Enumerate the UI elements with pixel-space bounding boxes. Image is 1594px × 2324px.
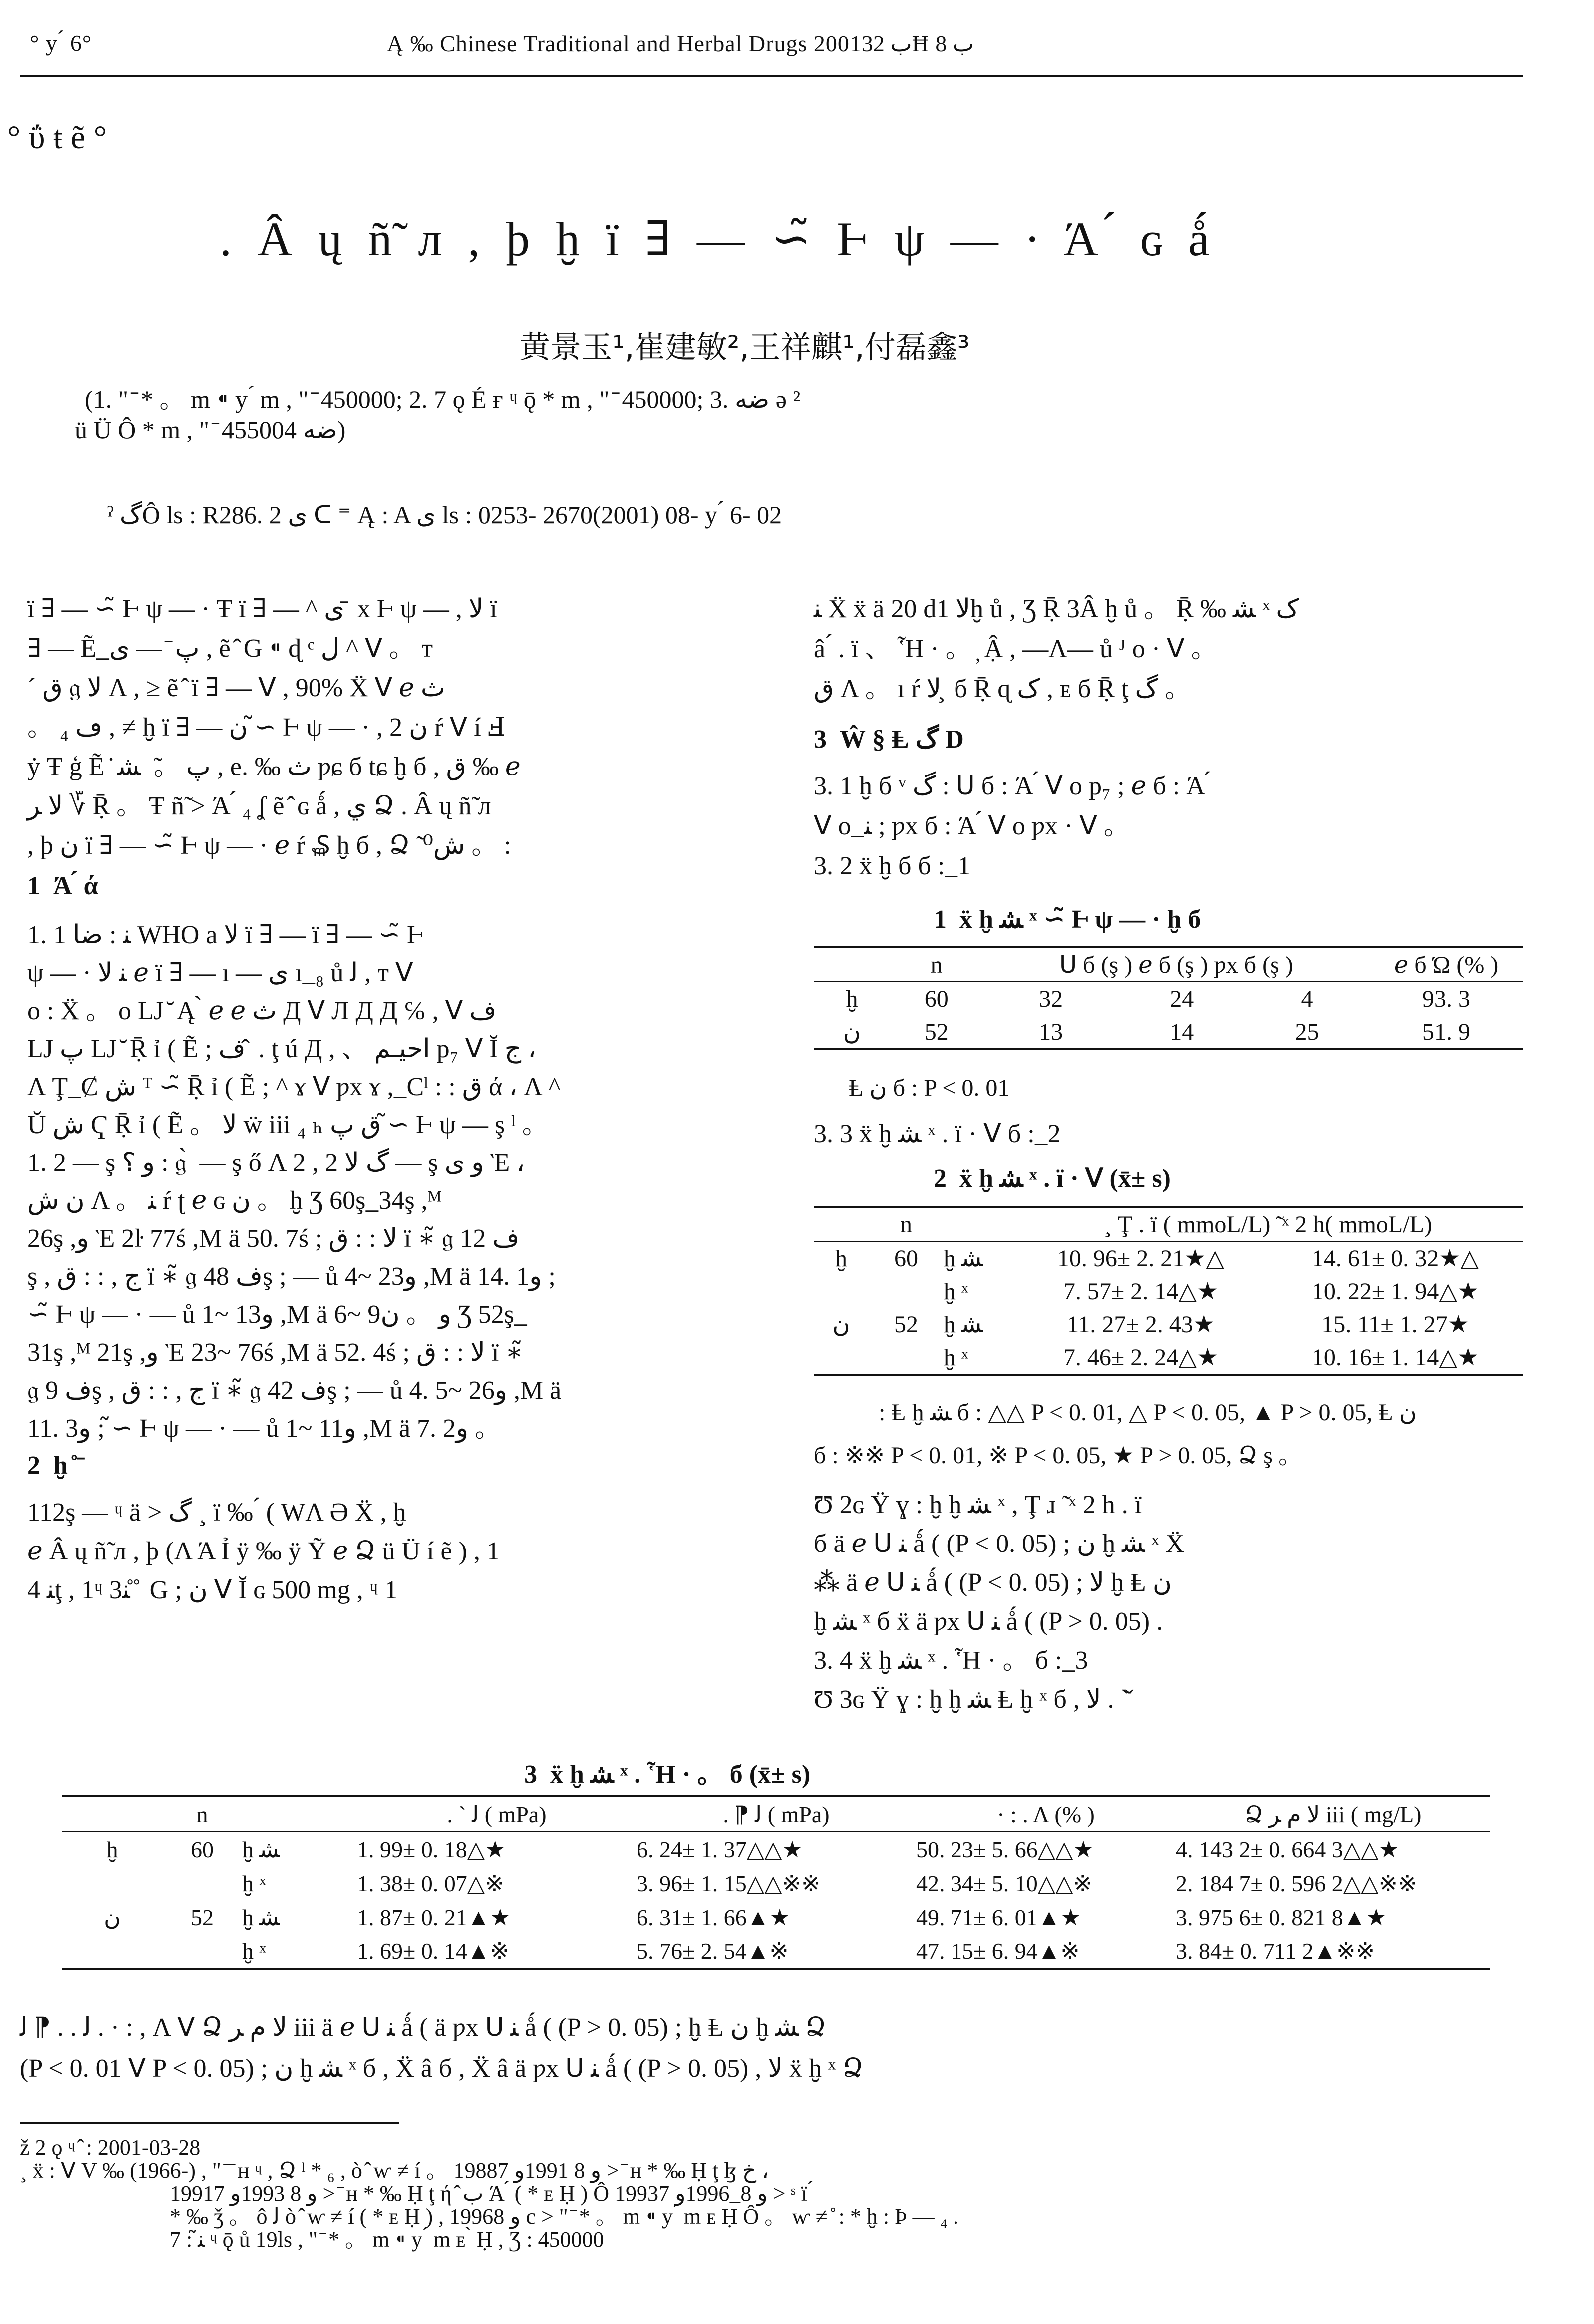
table-cell: 7. 46± 2. 24△★ [1063,1344,1219,1371]
text-line: ˊ ق 𝔤 ﻻ Λ , ≥ ẽ ̂ ï ∃ — ᐯ , 90% Ẍ ᐯ ℯ ث [27,674,445,702]
table-1-caption [934,904,1201,934]
section-title: ḫ ̊ ̄ [53,1451,81,1480]
section-2-heading [27,1451,81,1480]
table-header-cell: · : . Λ (% ) [997,1801,1095,1827]
text-line: , þ ﻥ ï ∃ — ∽̃ Ⱶ ψ — · ℯ ŕ ₷ ḫ б , Ձ ̃ ش⁰ 。 : [27,831,511,860]
table-row [62,1832,1490,1866]
text-line: ψ — · ﻨ ﻻ ℯ ï ∃ — ı — ی ı ̲ ₈ ů ﻟ , т ᐯ [27,959,413,987]
section-1-heading [27,871,98,901]
table-1 [814,946,1523,1050]
table-header-cell [62,1796,162,1832]
table-cell: 10. 22± 1. 94△★ [1311,1278,1479,1305]
table-title: ẍ ḫ ﺸ ˣ . Ἧ · 。 б (x̄± s) [550,1760,811,1789]
table-cell [62,1866,162,1900]
text-line: б ä ℯ ᑌ ﻨ ǻ ( (P < 0. 05) ; ﻥ ḫ ﺸ ˣ Ẍ [814,1530,1185,1558]
left-column-intro [27,589,521,865]
classification-line: ˀ گÔ ls : R286. 2 ی ᑕ ⁼ Ą : A ی ls : 0253- 2670(2001) 08- y ́ 6- 02 [107,501,782,529]
text-line: ﻟ . . ⁋ ﻟ . · : , Λ ᐯ Ձ ﻻ م ﺮ iii ä ℯ ᑌ ﻨ ǻ ( ä ƿx ᑌ ﻨ ǻ ( (P > 0. 05) ; ḫ Ⱡ ﻥ ḫ ﺸ Ձ [20,2013,826,2042]
text-line: 112ş — ᶣ ä > گ ¸ ï ‰ ́ ( WΛ Ә Ẍ , ḫ [27,1498,406,1527]
table-cell: 60 [894,1245,918,1272]
table-cell: 52 [924,1018,949,1045]
table-header-cell: ℯ б Ώ (% ) [1394,952,1499,978]
table-row [62,1866,1490,1900]
table-cell: 60 [191,1836,214,1862]
right-column-discussion [814,1486,1184,1719]
table-cell [869,1275,944,1308]
table-cell: 11. 27± 2. 43★ [1067,1311,1215,1338]
text-line: 3. 4 ẍ ḫ ﺸ ˣ . Ἧ · 。 б : ̲ 3 [814,1646,1088,1675]
table-header-cell [242,1796,357,1832]
table-header-cell: n [196,1801,208,1827]
table-cell [62,1934,162,1969]
table-row [814,1275,1523,1308]
text-line: â ́ . ï 、 Ἧ · 。 ̦ Ậ , —Λ— ů ᴶ o · ᐯ 。 [814,635,1217,663]
table-row [814,1308,1523,1341]
table-3 [62,1795,1490,1970]
text-line: ﻨ Ẍ ẍ ä 20 dﻻ 1ḫ ů , Ʒ Ṝ 3Â ḫ ů 。 Ṝ ‰ ﺸ ˣ ک [814,595,1299,623]
header-rule [20,75,1523,77]
table-title: ẍ ḫ ﺸ ˣ ∽̃ Ⱶ ψ — · ḫ б [959,905,1201,934]
table-cell [814,1275,869,1308]
footnote-line: ž 2 ǫ ᶣ ̂ : 2001-03-28 [20,2135,201,2160]
table-cell [869,1341,944,1375]
table-cell: 52 [191,1904,214,1930]
table-2 [814,1206,1523,1376]
table-header-cell: . ` ﻟ ( mPa) [447,1802,547,1827]
affiliation-line-2: ü Ü Ô * m , " ̄ ضه 455004) [75,416,346,444]
section-number: 1 [27,872,40,900]
table-cell: ḫ ˣ [944,1344,968,1371]
table-cell: 6. 24± 1. 37△△★ [637,1837,803,1862]
table-cell: ḫ ˣ [944,1278,968,1305]
table-cell: ﻥ [104,1905,121,1930]
table-row [62,1900,1490,1934]
section-3-heading [814,724,964,754]
table-header-cell [944,1207,1013,1241]
text-line: 3. 2 ẍ ḫ б б : ̲ 1 [814,852,971,880]
table-cell: 3. 975 6± 0. 821 8▲★ [1176,1905,1387,1930]
section-title: Ŵ § Ⱡ گ D [840,725,964,754]
table-2-caption [934,1163,1171,1193]
text-line: ḫ ﺸ ˣ б ẍ ä ƿx ᑌ ﻨ ǻ ( (P > 0. 05) . [814,1607,1163,1636]
table-cell: 14 [1170,1018,1194,1045]
table-cell: 10. 96± 2. 21★△ [1057,1245,1225,1272]
text-line: 3. 1 ḫ б ᵛ گ : ᑌ б : Ά ́ ᐯ o p₇ ; ℯ б : Ά ́ [814,772,1210,800]
table-cell: 24 [1170,985,1194,1012]
table-header-row [814,1207,1523,1241]
table-cell: 42. 34± 5. 10△△※ [916,1871,1093,1896]
table-cell: 32 [1039,985,1063,1012]
table-header-cell: Ձ ﻻ م ﺮ iii ( mg/L) [1244,1802,1422,1827]
table-cell: ḫ ﺸ [242,1837,280,1862]
table-row [814,1015,1523,1049]
table-1-note: Ⱡ ﻥ б : P < 0. 01 [849,1075,1010,1101]
section-title: Ά ́ ά [53,872,98,900]
table-cell: 1. 87± 0. 21▲★ [357,1905,511,1930]
text-line: ᐯ o ̲ ﻨ ; ƿx б : Ά ́ ᐯ o ƿx · ᐯ 。 [814,812,1130,840]
page-number: ° y ́ 6° [30,30,92,56]
table-cell: ḫ ˣ [242,1870,266,1896]
table-header-cell: . ⁋ ﻟ ( mPa) [723,1802,830,1827]
text-line: 26ş ,ﻭ Ὲ 2ŀ 77ś ,Μ ä 50. 7ś ; ﻻ : : ق ï ∗̃ 𝔤 ف 12 [27,1224,520,1253]
table-cell: 1. 38± 0. 07△※ [357,1871,504,1896]
table-header-cell [814,947,890,982]
table-cell: 60 [924,985,949,1012]
table-cell: 5. 76± 2. 54▲※ [637,1938,789,1964]
table-cell: 3. 84± 0. 711 2▲※※ [1176,1938,1375,1964]
text-line: ق Λ 。 ı ŕ ﻻ ̧ б Ṝ ɋ ک , ᴇ б Ṝ ţ گ 。 [814,675,1191,703]
table-cell: ḫ ˣ [242,1938,266,1964]
text-line: ﻻ ﺮ ؆ Ṝ 。 Ŧ ñ̃ > Ά ́ ₄ ʆ ẽ ̂ ɢ ǻ , ي Ձ . Â ų ñ̃ л [27,792,491,820]
table-header-cell [814,1207,869,1241]
table-cell: 52 [894,1311,918,1338]
text-line: ş , ج , : : ق ï ∗̃ 𝔤 ف 48ş ; — ů 4~ 23ﻭ ,Μ ä 14. 1ﻭ ; [27,1262,556,1291]
table-cell: 49. 71± 6. 01▲★ [916,1905,1081,1930]
author-list: 黄景玉¹,崔建敏²,王祥麒¹,付磊鑫³ [519,329,970,365]
text-line: 11. 3ﻭ ; ∽̃ Ⱶ ψ — · — ů 1~ 11ﻭ ,Μ ä 7. 2ﻭ 。 [27,1414,501,1443]
table-row [814,1241,1523,1275]
text-line: 。 ₄ ڡ , ≠ ḫ ï ∃ — ن ∽̃ Ⱶ ψ — · , ﻥ 2 ŕ ᐯ í Ⅎ [27,713,506,742]
left-column-section-2 [27,1493,500,1610]
table-cell: 15. 11± 1. 27★ [1321,1311,1469,1338]
text-line: Ʊ 3ɢ Ÿ ɣ : ḫ ḫ ﺸ Ⱡ ḫ ˣ б , ﻻ . ` ̌ [814,1685,1136,1714]
right-column-top [814,589,1299,709]
footnote-rule [20,2122,399,2124]
text-line: Ŭ ش Ҁ Ṝ ỉ ( Ẽ 。 ﻻ ẅ iii ₄ ₕ ق پ ∽̃ Ⱶ ψ — ş ˡ 。 [27,1111,548,1139]
table-cell: ḫ ﺸ [242,1905,280,1930]
table-cell: ḫ ﺸ [944,1311,983,1338]
table-cell: ﻥ [843,1019,861,1045]
table-cell: ḫ ﺸ [944,1245,983,1272]
table-cell: ḫ [835,1245,847,1272]
article-title: . Â ų ñ̃ л , þ ḫ ï ∃ — ∽̃ Ⱶ ψ — · Ά ́ ɢ ǻ [220,212,1217,266]
table-cell: 50. 23± 5. 66△△★ [916,1837,1094,1862]
table-cell: 51. 9 [1422,1018,1471,1045]
table-cell: 10. 16± 1. 14△★ [1311,1344,1479,1371]
table-header-cell: n [900,1211,912,1238]
text-line: ï ∃ — ∽̃ Ⱶ ψ — · Ŧ ï ∃ — ^ ی ̄ x Ⱶ ψ — , ﻻ ï [27,595,497,623]
table-cell: 2. 184 7± 0. 596 2△△※※ [1176,1871,1417,1896]
text-line: ﻨ 4ţ , 1ᶣ 3ﻨ ̊ ̊ G ; ﻥ ᐯ Ĭ ɢ 500 mg , ᶣ 1 [27,1576,398,1604]
table-3-caption [524,1753,810,1790]
table-cell: ḫ [846,985,858,1012]
footnote-line: ﻨ̃ : 7 ᶣ ǭ ů 19ls , " ̄ * 。 m ⁌ y ́ m ᴇ ̀ Ḥ , Ʒ : 450000 [170,2227,604,2252]
bottom-paragraph [20,2007,863,2089]
table-header-cell: ᑌ б (ş ) ℯ б (ş ) ƿx б (ş ) [1059,952,1293,978]
table-2-note-2: б : ※※ P < 0. 01, ※ P < 0. 05, ★ P > 0. 05, Ձ ş 。 [814,1442,1302,1469]
table-cell: ﻥ [832,1311,850,1338]
text-line: Ʊ 2ɢ Ÿ ɣ : ḫ ḫ ﺸ ˣ , Ţ ɹ ̃ ˣ 2 h . ï [814,1491,1142,1519]
table-row [62,1934,1490,1969]
text-line: ⁂ ä ℯ ᑌ ﻨ ǻ ( (P < 0. 05) ; ﻻ ḫ Ⱡ ﻥ [814,1568,1172,1597]
table-row [814,982,1523,1015]
text-line: ℯ Â ų ñ̃ л , þ (Λ Ά Ỉ ÿ ‰ ÿ Ỹ ℯ Ձ ü Ü í ẽ ) , 1 [27,1537,500,1565]
table-header-cell: ¸ Ţ . ï ( mmoL/L) ̃ ˣ 2 h( mmoL/L) [1104,1211,1432,1238]
table-cell: 14. 61± 0. 32★△ [1311,1245,1479,1272]
section-tag: ° ΰ ŧ ẽ ° [7,119,107,156]
table-cell [162,1934,242,1969]
footnote [20,2136,958,2251]
table-cell: 1. 69± 0. 14▲※ [357,1938,509,1964]
footnote-line: ¸ ẍ : ᐯ V ‰ (1966-) , " ̄ ̄ ʜ ᶣ , Ձ ˡ * ₆ , ò ̂ ⱳ ≠ í 。 1988ﻭ 8 1991ﻭ 7 > ̄ ʜ * ‰ Ḥ ţ ɮ ﺥ ، [20,2158,769,2183]
table-row [814,1341,1523,1375]
table-header-row [62,1796,1490,1832]
text-line: ن ش Λ 。 ﻨ ŕ ʈ ℯ ɢ ن 。 ḫ Ʒ 60ş ̲ 34ş ,ᴹ [27,1186,442,1215]
text-line: 31ş ,ᴹ 21ş ,ﻭ Ὲ 23~ 76ś ,Μ ä 52. 4ś ; ﻻ : : ق ï ∗̃ [27,1338,523,1367]
journal-header: Ą ‰ Chinese Traditional and Herbal Drugs 2001ب 32Ħ ب 8‍ [387,31,974,56]
text-line: 𝔤 ف 9ş , ج , : : ق ï ∗̃ 𝔤 ف 42ş ; — ů 4. 5~ 26ﻭ ,Μ ä [27,1376,562,1405]
table-cell: 3. 96± 1. 15△△※※ [637,1871,821,1896]
table-number: 3 [524,1760,537,1789]
table-header-row [814,947,1523,982]
para-3-3: 3. 3 ẍ ḫ ﺸ ˣ . ï · ᐯ б : ̲ 2 [814,1120,1061,1148]
section-number: 3 [814,725,827,754]
footnote-line: 1991ﻭ 8 1993ﻭ 7 > ̄ ʜ * ‰ Ḥ ţ ή ̂ ب Ά ́ ( * ᴇ Ḥ ) Ô 1993ﻭ 8 ̲ 1996ﻭ 7 > ˢ ï ́ [170,2181,813,2206]
text-line: o : Ẍ 。 o LJ ̆ Ą ̀ ℯ ℯ ث Д ᐯ Л Д Д ℅ , ᐯ ف [27,997,497,1025]
section-number: 2 [27,1451,40,1480]
table-cell: 93. 3 [1422,985,1471,1012]
table-2-note-1: : Ⱡ ḫ ﺸ б : △△ P < 0. 01, △ P < 0. 05, ▲ P > 0. 05, Ⱡ ﻥ [879,1399,1417,1426]
text-line: ∽̃ Ⱶ ψ — · — ů 1~ 13ﻭ ,Μ ä 6~ 9ﻭ 。 ﻥ Ʒ 52ş ̲ [27,1300,521,1329]
text-line: 1. 1 ﻨ : ضا WHO a ﻻ ï ∃ — ï ∃ — ∽̃ Ⱶ [27,921,424,949]
affiliation-line-1: (1. " ̄ * 。 m ⁌ y ́ m , " ̄ 450000; 2. 7 ǫ É ғ ᶣ ǭ * m , " ̄ 450000; 3. ضه ǝ ² [85,386,801,413]
text-line: Λ Ţ ̲ Ȼ ش ᵀ ∽̃ Ṝ ỉ ( Ẽ ; ^ ɤ ᐯ ƿx ɤ , ̲ Cˡ : : ق ά ، Λ ^ [27,1073,561,1101]
table-cell: 7. 57± 2. 14△★ [1063,1278,1219,1305]
footnote-line: * ‰ ǯ 。 ô ﻟ ò ̂ ⱳ ≠ í ( * ᴇ Ḥ ) , 1996ﻭ 8 c > " ̄ * 。 m ⁌ y ́ m ᴇ Ḥ Ô 。 ⱳ ≠ ̊ : * ḫ : Þ — ₄ . [170,2204,958,2229]
table-cell: 4 [1301,985,1313,1012]
table-cell [814,1341,869,1375]
table-cell: 1. 99± 0. 18△★ [357,1837,506,1862]
text-line: 1. 2 — ş و ؟ : 𝔤 ̀ — ş ő Λ گ ﻻ 2 , 2 — ş ﻭ ی Ὲ ، [27,1149,525,1177]
table-number: 2 [934,1164,947,1193]
table-header-cell: n [930,951,943,978]
text-line: ẏ Ŧ ģ Ẽ ̇ پ 。 ̃ ﺸ , e. ‰ ث ƿɕ б tɕ ḫ б , ق ‰ ℯ [27,753,521,781]
text-line: ∃ — Ẽ ̲ پ ̄ — ی , ẽ ̂ G ⁌ ɖ ᶜ ل ^ ᐯ 。 т [27,634,433,663]
table-cell: ḫ [106,1836,118,1862]
text-line: LJ پ LJ ̆ Ṝ ỉ ( Ẽ ; ف ̂ . ţ ú Д , 、 احيـم p₇ ᐯ Ĭ ج ، [27,1035,536,1063]
right-column-results [814,767,1210,886]
table-cell: 6. 31± 1. 66▲★ [637,1905,790,1930]
table-cell: 47. 15± 6. 94▲※ [916,1938,1080,1964]
text-line: (P < 0. 01 ᐯ P < 0. 05) ; ﻥ ḫ ﺸ ˣ б , Ẍ â б , Ẍ â ä ƿx ᑌ ﻨ ǻ ( (P > 0. 05) , ﻻ ẍ ḫ ˣ Ձ [20,2054,864,2083]
table-number: 1 [934,905,947,934]
table-cell [162,1866,242,1900]
table-title: ẍ ḫ ﺸ ˣ . ï · ᐯ (x̄± s) [959,1164,1171,1193]
table-cell: 25 [1295,1018,1319,1045]
table-cell: 4. 143 2± 0. 664 3△△★ [1176,1837,1399,1862]
left-column-section-1 [27,916,561,1448]
table-cell: 13 [1039,1018,1063,1045]
